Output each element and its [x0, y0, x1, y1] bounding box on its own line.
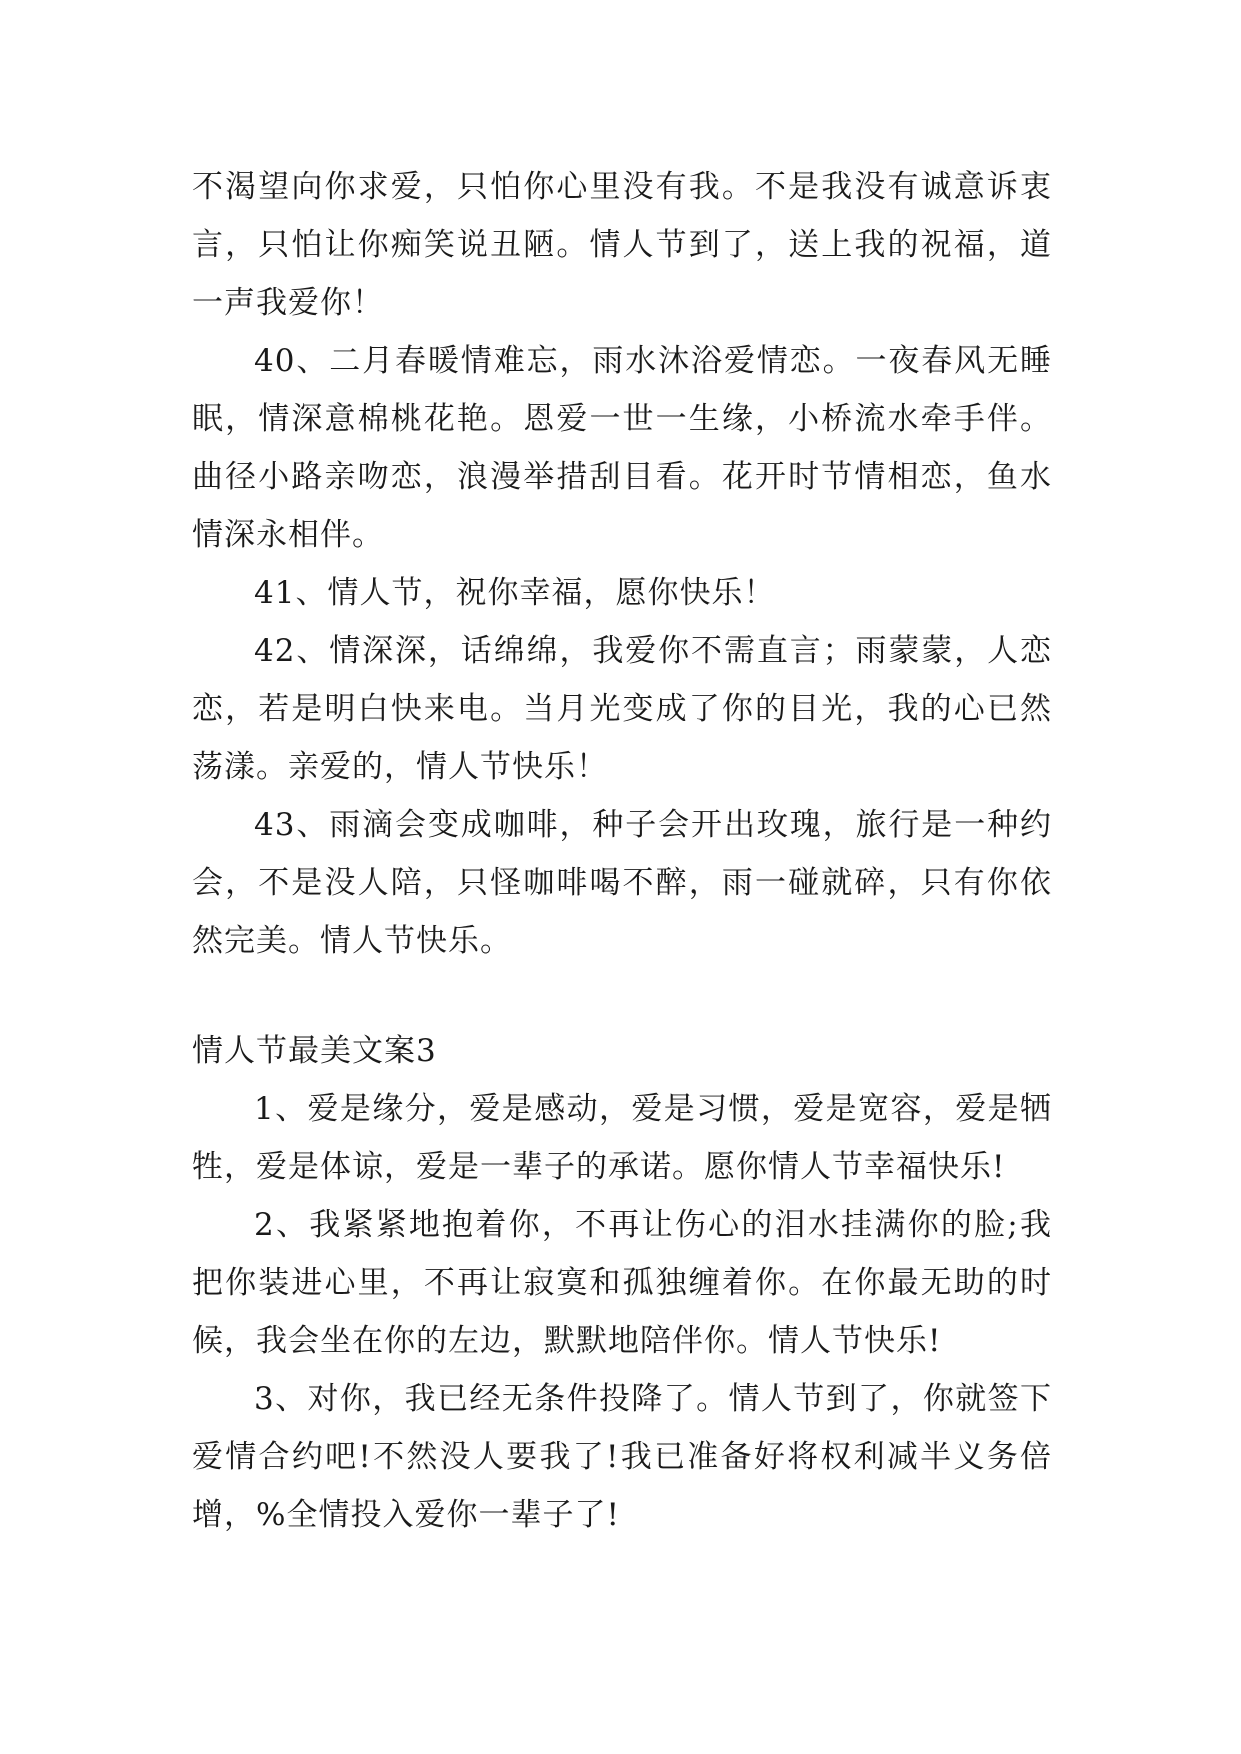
paragraph: 41、情人节，祝你幸福，愿你快乐！ [254, 575, 776, 611]
paragraph: 40、二月春暖情难忘，雨水沐浴爱情恋。一夜春风无睡眠，情深意棉桃花艳。恩爱一世一生缘，小桥流水牵手伴。曲径小路亲吻恋，浪漫举措刮目看。花开时节情相恋，鱼水情深永相伴。 [192, 343, 1052, 553]
paragraph: 2、我紧紧地抱着你，不再让伤心的泪水挂满你的脸;我把你装进心里，不再让寂寞和孤独缠着你。在你最无助的时候，我会坐在你的左边，默默地陪伴你。情人节快乐! [192, 1207, 1052, 1359]
paragraph: 不渴望向你求爱，只怕你心里没有我。不是我没有诚意诉衷言，只怕让你痴笑说丑陋。情人节到了，送上我的祝福，道一声我爱你！ [192, 169, 1052, 321]
section-title: 情人节最美文案3 [192, 1033, 437, 1069]
paragraph: 3、对你，我已经无条件投降了。情人节到了，你就签下爱情合约吧!不然没人要我了!我已准备好将权利减半义务倍增，%全情投入爱你一辈子了! [192, 1381, 1052, 1533]
document-body [192, 158, 1052, 1544]
paragraph: 43、雨滴会变成咖啡，种子会开出玫瑰，旅行是一种约会，不是没人陪，只怪咖啡喝不醉，雨一碰就碎，只有你依然完美。情人节快乐。 [192, 807, 1052, 959]
paragraph: 1、爱是缘分，爱是感动，爱是习惯，爱是宽容，爱是牺牲，爱是体谅，爱是一辈子的承诺。愿你情人节幸福快乐! [192, 1091, 1052, 1185]
paragraph: 42、情深深，话绵绵，我爱你不需直言；雨蒙蒙，人恋恋，若是明白快来电。当月光变成了你的目光，我的心已然荡漾。亲爱的，情人节快乐！ [192, 633, 1052, 785]
